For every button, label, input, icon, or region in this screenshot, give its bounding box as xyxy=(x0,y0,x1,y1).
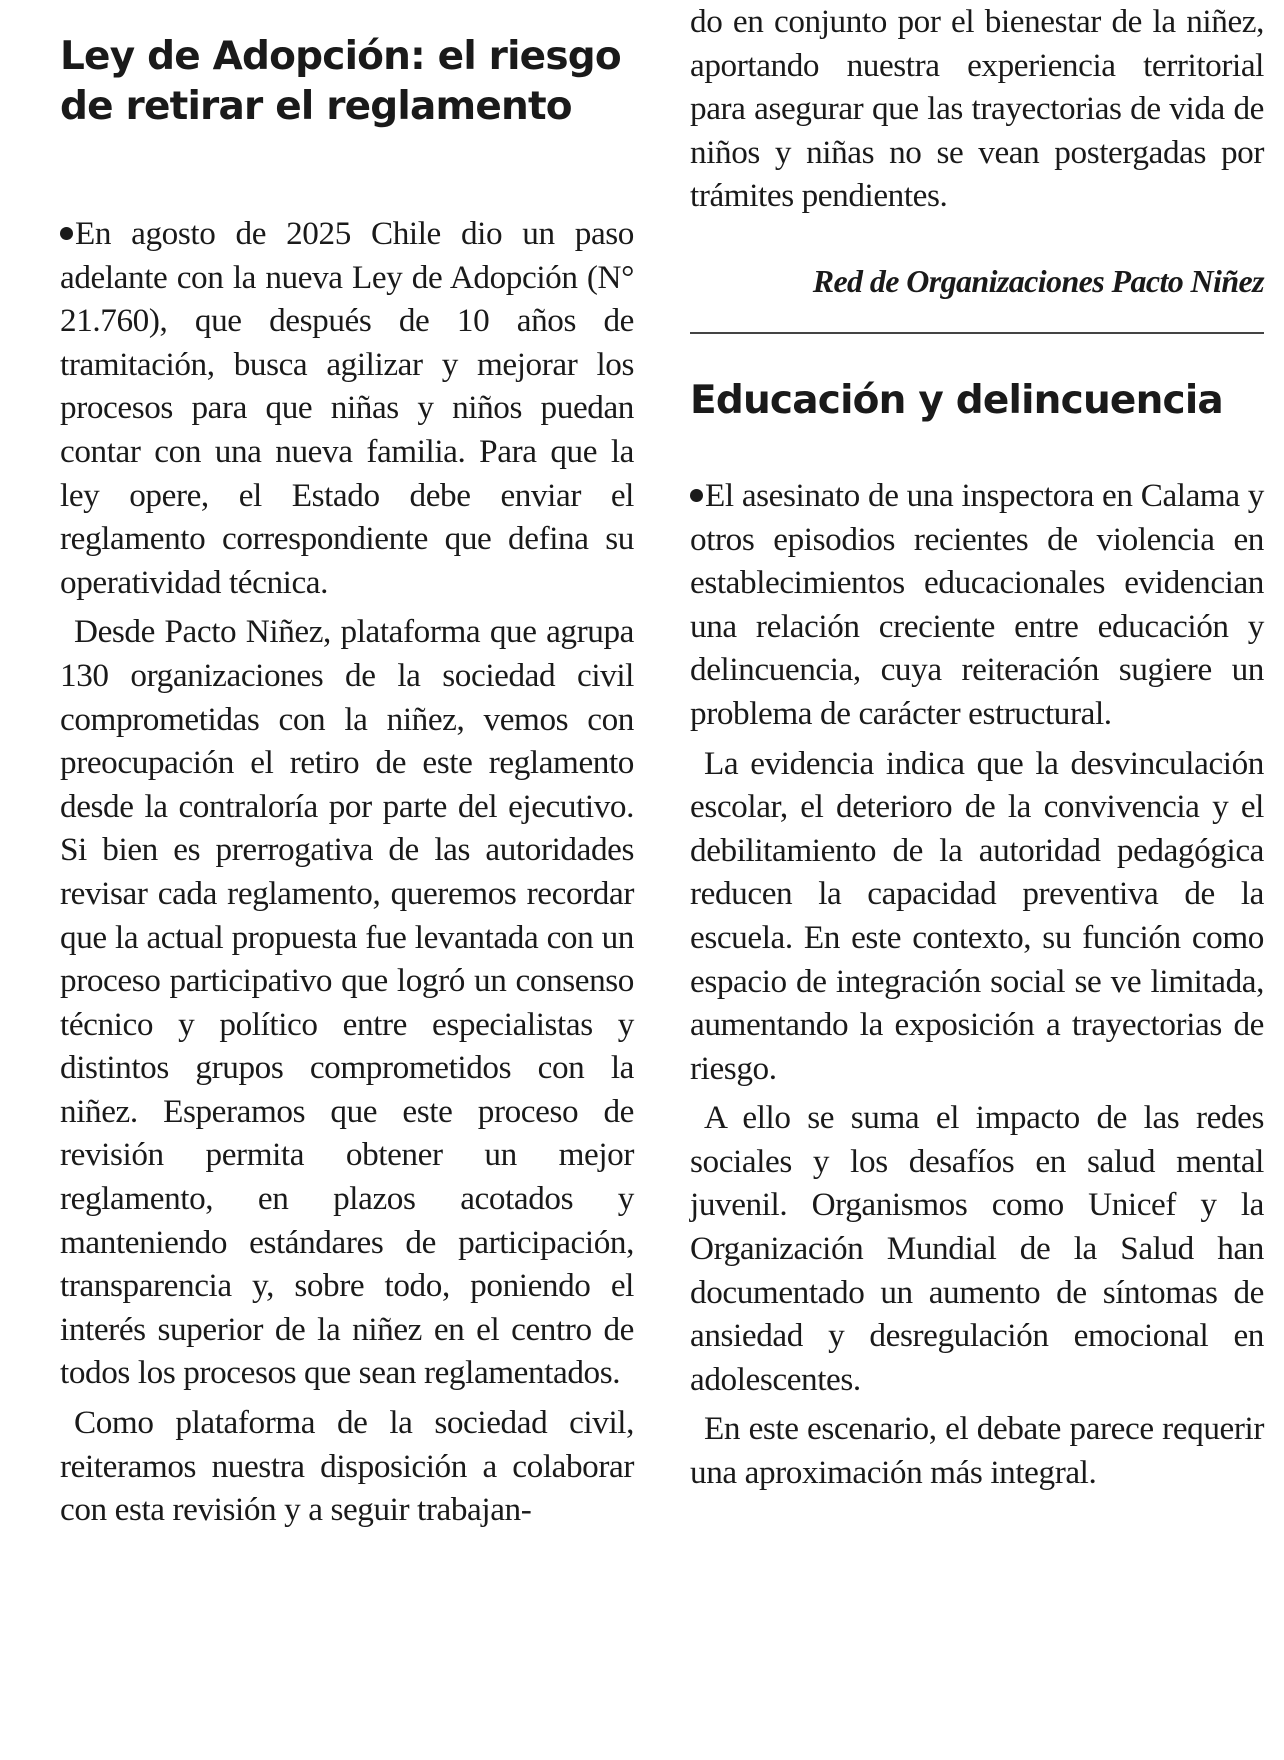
article1-paragraph-1-text: En agosto de 2025 Chile dio un paso adelante con la nueva Ley de Adopción (N° 21.760), que después de 10 años de tramitación, busca agilizar y mejorar los procesos para que niñas y niños puedan contar con una nueva familia. Para que la ley opere, el Estado debe enviar el reglamento correspondiente que defina su operatividad técnica. xyxy=(60,215,634,601)
article1-signature: Red de Organizaciones Pacto Niñez xyxy=(812,262,1264,299)
bullet-icon xyxy=(60,227,73,240)
article1-title: Ley de Adopción: el riesgo de retirar el reglamento xyxy=(60,34,621,129)
right-column xyxy=(690,0,1264,1495)
article-divider xyxy=(690,332,1264,334)
article2-paragraph-2: La evidencia indica que la desvinculación escolar, el deterioro de la convivencia y el debilitamiento de la autoridad pedagógica reducen la capacidad preventiva de la escuela. En este contexto, su función como espacio de integración social se ve limitada, aumentando la exposición a trayectorias de riesgo. xyxy=(690,744,1264,1087)
article2-paragraph-3: A ello se suma el impacto de las redes sociales y los desafíos en salud mental juvenil. Organismos como Unicef y la Organización Mundial de la Salud han documentado un aumento de síntomas de ansiedad y desregulación emocional en adolescentes. xyxy=(690,1099,1264,1398)
article2-paragraph-1-text: El asesinato de una inspectora en Calama y otros episodios recientes de violencia en establecimientos educacionales evidencian una relación creciente entre educación y delincuencia, cuya reiteración sugiere un problema de carácter estructural. xyxy=(690,476,1264,732)
article2-paragraph-4: En este escenario, el debate parece requerir una aproximación más integral. xyxy=(690,1410,1264,1492)
article1-paragraph-1 xyxy=(60,212,634,604)
article1-paragraph-3-continued: do en conjunto por el bienestar de la niñez, aportando nuestra experiencia territorial para asegurar que las trayectorias de vida de niños y niñas no se vean postergadas por trámites pendientes. xyxy=(690,3,1264,215)
article2-title: Educación y delincuencia xyxy=(690,377,1223,423)
article2-paragraph-1 xyxy=(690,474,1264,736)
article1-paragraph-3-start: Como plataforma de la sociedad civil, reiteramos nuestra disposición a colaborar con esta revisión y a seguir trabajan- xyxy=(60,1404,634,1529)
left-column xyxy=(60,0,634,1532)
bullet-icon xyxy=(690,489,703,502)
article1-paragraph-2: Desde Pacto Niñez, plataforma que agrupa 130 organizaciones de la sociedad civil comprometidas con la niñez, vemos con preocupación el retiro de este reglamento desde la contraloría por parte del ejecutivo. Si bien es prerrogativa de las autoridades revisar cada reglamento, queremos recordar que la actual propuesta fue levantada con un proceso participativo que logró un consenso técnico y político entre especialistas y distintos grupos comprometidos con la niñez. Esperamos que este proceso de revisión permita obtener un mejor reglamento, en plazos acotados y manteniendo estándares de participación, transparencia y, sobre todo, poniendo el interés superior de la niñez en el centro de todos los procesos que sean reglamentados. xyxy=(60,613,634,1392)
